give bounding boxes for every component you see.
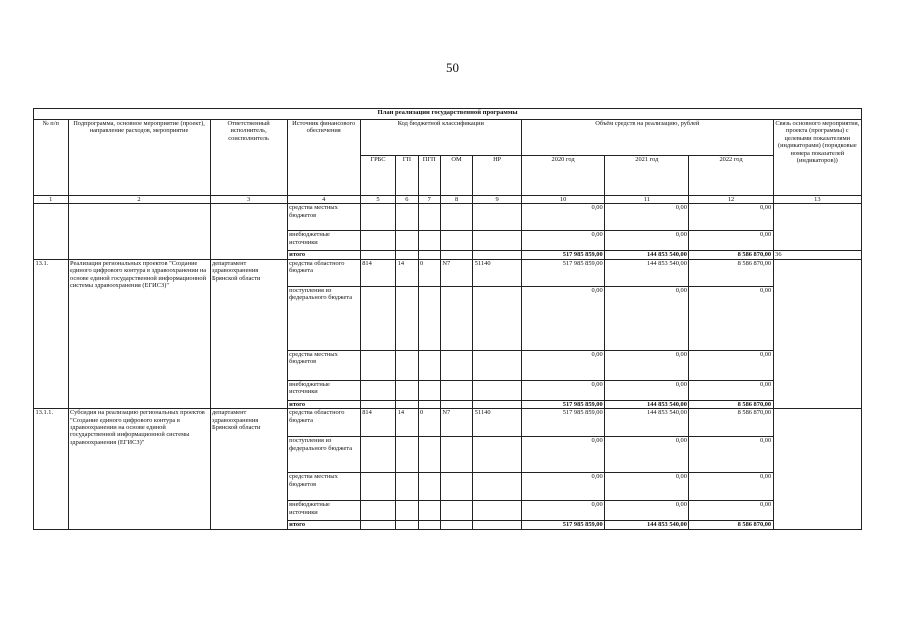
cell-nr: 51140 (473, 259, 522, 286)
header-om: ОМ (440, 156, 472, 196)
cell-grbs: 814 (360, 409, 396, 437)
col-number: 8 (440, 196, 472, 204)
cell-2021: 144 853 540,00 (605, 409, 689, 437)
cell-num-empty (34, 204, 69, 259)
header-nr: НР (473, 156, 522, 196)
cell-source-total: итого (287, 400, 360, 408)
cell-source: поступления из федерального бюджета (287, 437, 360, 473)
header-link: Связь основного мероприятия, проекта (программы) с целевыми показателями (индикаторами) (порядковые номера показателей (индикаторов)) (773, 120, 861, 196)
col-number: 3 (210, 196, 287, 204)
header-budget-code: Код бюджетной классификации (360, 120, 521, 156)
cell-2021: 0,00 (605, 286, 689, 350)
header-funds: Объём средств на реализацию, рублей (522, 120, 774, 156)
cell-2022: 0,00 (689, 501, 773, 521)
col-number: 10 (522, 196, 605, 204)
cell-2020: 0,00 (522, 473, 605, 501)
cell-2022: 8 586 870,00 (689, 521, 773, 529)
cell-2022: 8 586 870,00 (689, 259, 773, 286)
cell-gp: 14 (396, 409, 418, 437)
header-source: Источник финансового обеспечения (287, 120, 360, 196)
cell-2020: 517 985 859,00 (522, 409, 605, 437)
cell-source: внебюджетные источники (287, 501, 360, 521)
cell-2022: 0,00 (689, 231, 773, 251)
cell-2020: 517 985 859,00 (522, 259, 605, 286)
cell-2021: 0,00 (605, 501, 689, 521)
cell-2020: 0,00 (522, 380, 605, 400)
cell-source-total: итого (287, 521, 360, 529)
page-number: 50 (446, 60, 459, 75)
cell-om: N7 (440, 409, 472, 437)
cell-source: внебюджетные источники (287, 380, 360, 400)
cell-2020: 0,00 (522, 286, 605, 350)
cell-source: средства областного бюджета (287, 259, 360, 286)
cell-source: средства местных бюджетов (287, 204, 360, 231)
cell-2022: 0,00 (689, 350, 773, 380)
table-row (34, 259, 862, 286)
cell-grbs: 814 (360, 259, 396, 286)
header-name: Подпрограмма, основное мероприятие (проект), направление расходов, мероприятие (68, 120, 210, 196)
cell-2021: 0,00 (605, 473, 689, 501)
table-title: План реализации государственной программы (34, 109, 862, 120)
cell-2021: 144 853 540,00 (605, 521, 689, 529)
cell-2022: 0,00 (689, 204, 773, 231)
col-number: 5 (360, 196, 396, 204)
cell-nr: 51140 (473, 409, 522, 437)
cell-2020: 0,00 (522, 350, 605, 380)
cell-source: средства местных бюджетов (287, 350, 360, 380)
cell-2021: 0,00 (605, 231, 689, 251)
col-number: 4 (287, 196, 360, 204)
cell-2020: 0,00 (522, 437, 605, 473)
cell-source: средства областного бюджета (287, 409, 360, 437)
cell-2020: 0,00 (522, 231, 605, 251)
cell-source: поступления из федерального бюджета (287, 286, 360, 350)
col-number: 6 (396, 196, 418, 204)
cell-source-total: итого (287, 251, 360, 259)
table-row (34, 409, 862, 437)
cell-pgp: 0 (418, 259, 440, 286)
cell-pgp: 0 (418, 409, 440, 437)
header-pgp: ПГП (418, 156, 440, 196)
col-number: 7 (418, 196, 440, 204)
cell-link: 36 (773, 251, 861, 259)
cell-name: Субсидия на реализацию региональных проектов "Создание единого цифрового контура в здравоохранении на основе единой государственной информационной системы здравоохранения (ЕГИСЗ)" (68, 409, 210, 529)
header-executor: Ответственный исполнитель, соисполнитель (210, 120, 287, 196)
header-2020: 2020 год (522, 156, 605, 196)
cell-2020: 517 985 859,00 (522, 521, 605, 529)
cell-2022: 8 586 870,00 (689, 251, 773, 259)
cell-executor: департамент здравоохранения Брянской области (210, 259, 287, 408)
cell-2020: 517 985 859,00 (522, 251, 605, 259)
col-number: 11 (605, 196, 689, 204)
cell-2022: 8 586 870,00 (689, 409, 773, 437)
cell-gp: 14 (396, 259, 418, 286)
cell-2021: 0,00 (605, 204, 689, 231)
cell-2020: 0,00 (522, 501, 605, 521)
program-plan-table (33, 108, 862, 530)
col-number: 13 (773, 196, 861, 204)
header-num: № п/п (34, 120, 69, 196)
col-number: 12 (689, 196, 773, 204)
col-number: 1 (34, 196, 69, 204)
header-grbs: ГРБС (360, 156, 396, 196)
col-number: 2 (68, 196, 210, 204)
cell-2022: 8 586 870,00 (689, 400, 773, 408)
cell-name-empty (68, 204, 210, 259)
cell-2021: 0,00 (605, 380, 689, 400)
cell-2021: 144 853 540,00 (605, 400, 689, 408)
cell-2022: 0,00 (689, 473, 773, 501)
cell-2020: 517 985 859,00 (522, 400, 605, 408)
cell-executor: департамент здравоохранения Брянской области (210, 409, 287, 529)
cell-num: 13.1. (34, 259, 69, 408)
cell-num: 13.1.1. (34, 409, 69, 529)
cell-2022: 0,00 (689, 380, 773, 400)
cell-2022: 0,00 (689, 437, 773, 473)
header-gp: ГП (396, 156, 418, 196)
cell-name: Реализация региональных проектов "Создание единого цифрового контура в здравоохранении на основе единой государственной информационной системы здравоохранения (ЕГИСЗ)" (68, 259, 210, 408)
cell-2021: 0,00 (605, 437, 689, 473)
cell-2021: 144 853 540,00 (605, 251, 689, 259)
cell-2021: 0,00 (605, 350, 689, 380)
cell-source: внебюджетные источники (287, 231, 360, 251)
cell-om: N7 (440, 259, 472, 286)
header-2022: 2022 год (689, 156, 773, 196)
table-row (34, 204, 862, 231)
cell-2022: 0,00 (689, 286, 773, 350)
col-number: 9 (473, 196, 522, 204)
cell-2020: 0,00 (522, 204, 605, 231)
header-2021: 2021 год (605, 156, 689, 196)
cell-executor-empty (210, 204, 287, 259)
cell-2021: 144 853 540,00 (605, 259, 689, 286)
cell-source: средства местных бюджетов (287, 473, 360, 501)
